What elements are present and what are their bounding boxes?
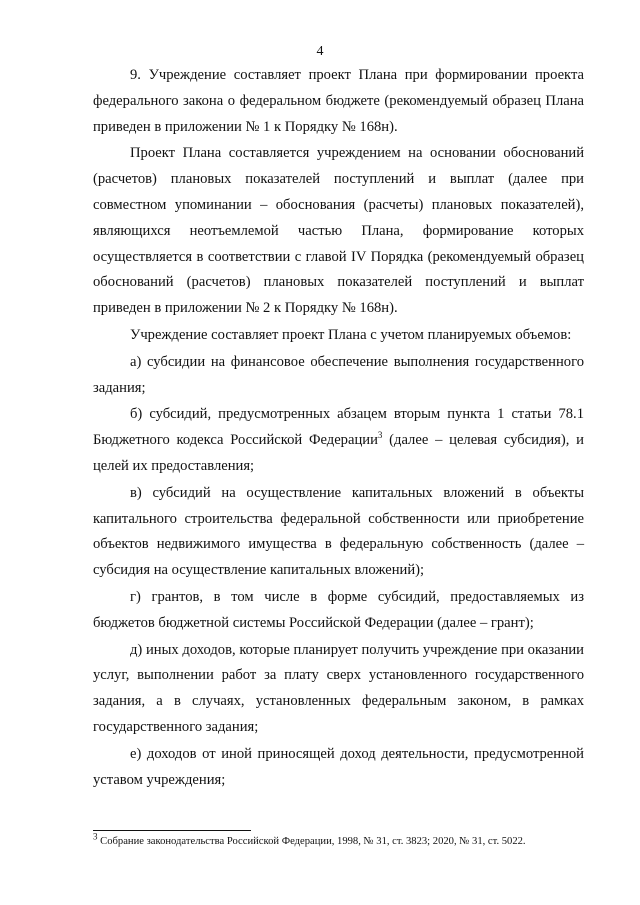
list-item-v: в) субсидий на осуществление капитальных вложений в объекты капитального строительства федеральной собственности или приобретение объектов недвижимого имущества в федеральную собственность (далее – субсидия на осуществление капитальных вложений); [93, 484, 584, 579]
paragraph-volumes-intro: Учреждение составляет проект Плана с учетом планируемых объемов: [130, 326, 572, 343]
paragraph-9: 9. Учреждение составляет проект Плана при формировании проекта федерального закона о федеральном бюджете (рекомендуемый образец Плана приведен в приложении № 1 к Порядку № 168н). [93, 67, 584, 135]
list-item-d: д) иных доходов, которые планирует получить учреждение при оказании услуг, выполнении работ за плату сверх установленного государственного задания, а в случаях, установленных федеральным законом, в рамках государственного задания; [93, 641, 584, 735]
page-number: 4 [316, 44, 324, 59]
list-item-b-text-start: б) субсидий, предусмотренных абзацем вторым пункта 1 статьи 78.1 Бюджетного кодекса Российской Федерации [93, 406, 584, 449]
paragraph-plan-draft: Проект Плана составляется учреждением на основании обоснований (расчетов) плановых показателей поступлений и выплат (далее при совместном упоминании – обоснования (расчеты) плановых показателей), являющихся неотъемлемой частью Плана, формирование которых осуществляется в соответствии с главой IV Порядка (рекомендуемый образец обоснований (расчетов) плановых показателей поступлений и выплат приведен в приложении № 2 к Порядку № 168н). [93, 145, 584, 317]
list-item-e: е) доходов от иной приносящей доход деятельности, предусмотренной уставом учреждения; [93, 745, 584, 788]
footnote-divider [93, 830, 251, 831]
list-item-b [93, 402, 584, 479]
footnote-reference: 3 [377, 430, 383, 441]
list-item-b-text-end: (далее – целевая субсидия), и целей их предоставления; [93, 432, 584, 474]
footnote [93, 831, 593, 849]
footnote-text: Собрание законодательства Российской Федерации, 1998, № 31, ст. 3823; 2020, № 31, ст. 5022. [97, 836, 526, 847]
list-item-a: а) субсидии на финансовое обеспечение выполнения государственного задания; [93, 353, 584, 396]
document-body [93, 63, 584, 793]
list-item-g: г) грантов, в том числе в форме субсидий, предоставляемых из бюджетов бюджетной системы Российской Федерации (далее – грант); [93, 588, 584, 631]
footnote-mark: 3 [93, 831, 98, 842]
